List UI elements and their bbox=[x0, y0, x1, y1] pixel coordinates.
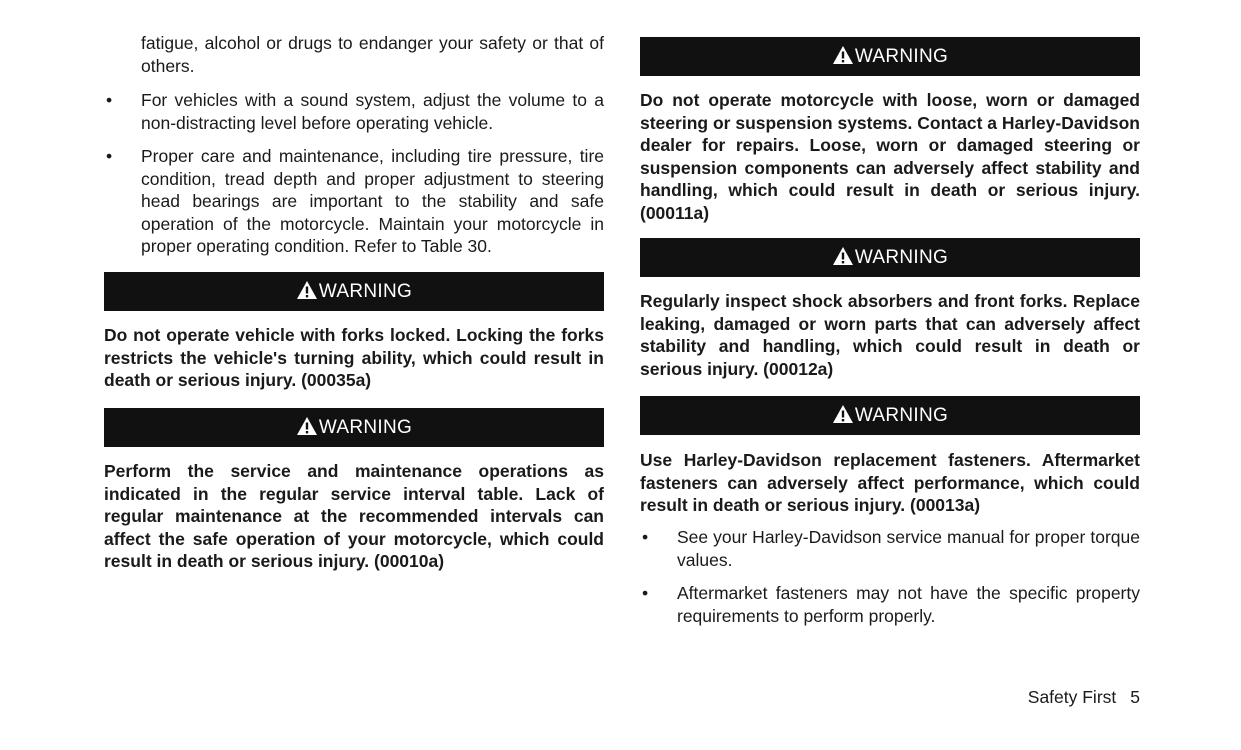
warning-header bbox=[640, 37, 1140, 76]
warning-message: Do not operate vehicle with forks locked. Locking the forks restricts the vehicle's turning ability, which could result in death or serious injury. (00035a) bbox=[104, 325, 604, 390]
warning-header bbox=[104, 272, 604, 311]
bullet-icon: • bbox=[642, 583, 649, 603]
warning-header bbox=[640, 396, 1140, 435]
bullet-icon: • bbox=[106, 90, 113, 110]
list-item bbox=[104, 89, 604, 134]
bullet-text: Proper care and maintenance, including tire pressure, tire condition, tread depth and proper adjustment to steering head bearings are important to the stability and safe operation of the motorcycle. Maintain your motorcycle in proper operating condition. Refer to Table 30. bbox=[141, 146, 604, 256]
warning-label: WARNING bbox=[854, 246, 949, 268]
warning-message: Use Harley-Davidson replacement fasteners. Aftermarket fasteners can adversely affect performance, which could result in death or serious injury. (00013a) bbox=[640, 450, 1140, 515]
page-footer bbox=[1028, 686, 1140, 708]
list-item bbox=[640, 582, 1140, 627]
list-item bbox=[640, 526, 1140, 571]
bullet-text: For vehicles with a sound system, adjust the volume to a non-distracting level before operating vehicle. bbox=[141, 90, 604, 133]
bullet-text: Aftermarket fasteners may not have the specific property requirements to perform properly. bbox=[677, 583, 1140, 626]
list-item bbox=[104, 145, 604, 258]
bullet-text: See your Harley-Davidson service manual for proper torque values. bbox=[677, 527, 1140, 570]
warning-header bbox=[104, 408, 604, 447]
footer-section-title: Safety First bbox=[1027, 687, 1117, 707]
warning-message: Perform the service and maintenance operations as indicated in the regular service interval table. Lack of regular maintenance at the recommended intervals can affect the safe operation of your motorcycle, which could result in death or serious injury. (00010a) bbox=[104, 461, 604, 571]
warning-triangle-icon bbox=[832, 404, 854, 424]
warning-label: WARNING bbox=[854, 404, 949, 426]
continuation-paragraph: fatigue, alcohol or drugs to endanger your safety or that of others. bbox=[141, 33, 604, 76]
warning-triangle-icon bbox=[832, 246, 854, 266]
warning-message: Regularly inspect shock absorbers and front forks. Replace leaking, damaged or worn parts that can adversely affect stability and handling, which could result in death or serious injury. (00012a) bbox=[640, 291, 1140, 379]
bullet-icon: • bbox=[106, 146, 113, 166]
warning-message: Do not operate motorcycle with loose, worn or damaged steering or suspension systems. Contact a Harley-Davidson dealer for repairs. Loose, worn or damaged steering or suspension components can adversely affect stability and handling, which could result in death or serious injury. (00011a) bbox=[640, 90, 1140, 223]
bullet-icon: • bbox=[642, 527, 649, 547]
warning-triangle-icon bbox=[296, 416, 318, 436]
warning-label: WARNING bbox=[318, 280, 413, 302]
page-number: 5 bbox=[1130, 687, 1140, 707]
warning-label: WARNING bbox=[854, 45, 949, 67]
warning-label: WARNING bbox=[318, 416, 413, 438]
warning-triangle-icon bbox=[832, 45, 854, 65]
warning-header bbox=[640, 238, 1140, 277]
warning-triangle-icon bbox=[296, 280, 318, 300]
